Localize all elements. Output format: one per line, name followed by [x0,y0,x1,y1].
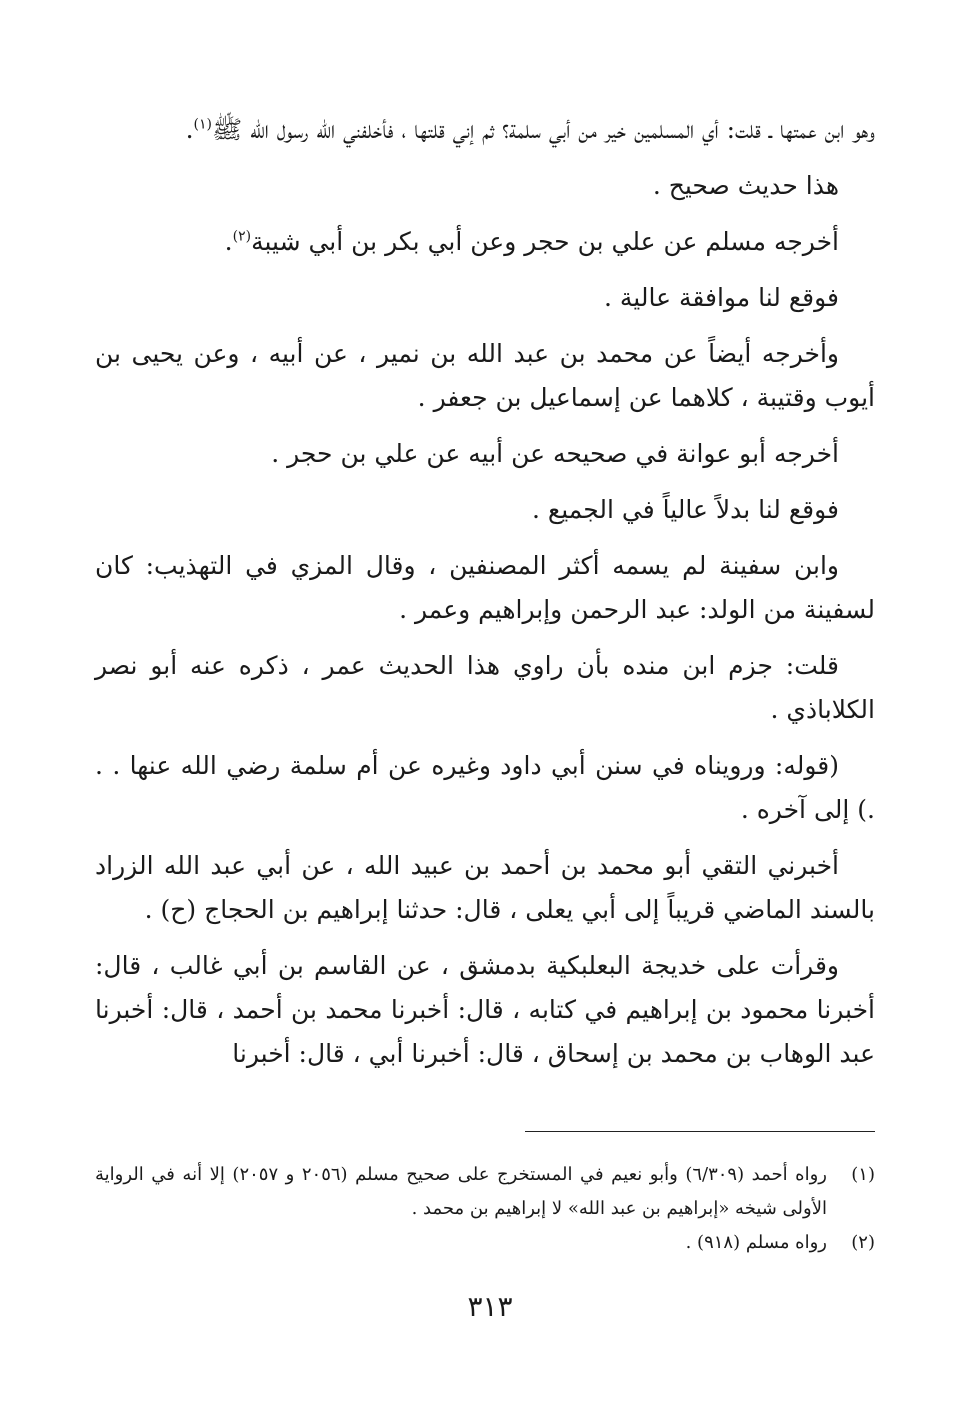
paragraph-text: وابن سفينة لم يسمه أكثر المصنفين ، وقال المزي في التهذيب: كان لسفينة من الولد: عبد الرحمن وإبراهيم وعمر . [95,551,875,624]
footnote-1 [95,1158,875,1226]
paragraph-2 [95,164,875,208]
paragraph-10 [95,744,875,832]
paragraph-text: وأخرجه أيضاً عن محمد بن عبد الله بن نمير ، عن أبيه ، وعن يحيى بن أيوب وقتيبة ، كلاهما عن إسماعيل بن جعفر . [95,339,875,412]
paragraph-text: أخبرني التقي أبو محمد بن أحمد بن عبيد الله ، عن أبي عبد الله الزراد بالسند الماضي قريباً إلى أبي يعلى ، قال: حدثنا إبراهيم بن الحجاج (ح) . [95,851,875,924]
paragraph-3 [95,220,875,264]
paragraph-text: (قوله: ورويناه في سنن أبي داود وغيره عن أم سلمة رضي الله عنها . . .) إلى آخره . [95,751,875,824]
paragraph-text: أخرجه أبو عوانة في صحيحه عن أبيه عن علي بن حجر . [271,439,839,468]
paragraph-tail: . [185,115,194,144]
paragraph-6 [95,432,875,476]
paragraph-5 [95,332,875,420]
paragraph-text: أخرجه مسلم عن علي بن حجر وعن أبي بكر بن أبي شيبة [251,227,839,256]
page-number: ٣١٣ [467,1290,513,1323]
paragraph-tail: . [224,227,233,256]
footnote-divider [525,1131,875,1132]
paragraph-text: فوقع لنا موافقة عالية . [604,283,839,312]
paragraph-text: وقرأت على خديجة البعلبكية بدمشق ، عن القاسم بن أبي غالب ، قال: أخبرنا محمود بن إبراهيم في كتابه ، قال: أخبرنا محمد بن أحمد ، قال: أخبرنا عبد الوهاب بن محمد بن إسحاق ، قال: أخبرنا أبي ، قال: أخبرنا [95,951,875,1068]
paragraph-text: فوقع لنا بدلاً عالياً في الجميع . [532,495,839,524]
footnote-2 [95,1226,875,1260]
footnote-number: (٢) [851,1232,875,1253]
footnote-number: (١) [851,1164,875,1185]
paragraph-12 [95,944,875,1076]
paragraph-7 [95,488,875,532]
main-text [95,108,875,1088]
paragraph-9 [95,644,875,732]
paragraph-8 [95,544,875,632]
paragraph-4 [95,276,875,320]
footnote-ref-2[interactable]: (٢) [232,228,252,245]
footnotes [95,1158,875,1260]
paragraph-11 [95,844,875,932]
paragraph-text: هذا حديث صحيح . [652,171,839,200]
paragraph-text: وهو ابن عمتها ـ قلت: أي المسلمين خير من أبي سلمة؟ ثم إني قلتها ، فأخلفني الله رسول الله ﷺ [212,115,875,144]
footnote-text: رواه مسلم (٩١٨) . [685,1232,827,1253]
footnote-text: رواه أحمد (٦/٣٠٩) وأبو نعيم في المستخرج على صحيح مسلم (٢٠٥٦ و ٢٠٥٧) إلا أنه في الرواية الأولى شيخه «إبراهيم بن عبد الله» لا إبراهيم بن محمد . [95,1164,827,1219]
paragraph-1 [95,108,875,152]
footnote-ref-1[interactable]: (١) [193,116,213,133]
paragraph-text: قلت: جزم ابن منده بأن راوي هذا الحديث عمر ، ذكره عنه أبو نصر الكلاباذي . [95,651,875,724]
